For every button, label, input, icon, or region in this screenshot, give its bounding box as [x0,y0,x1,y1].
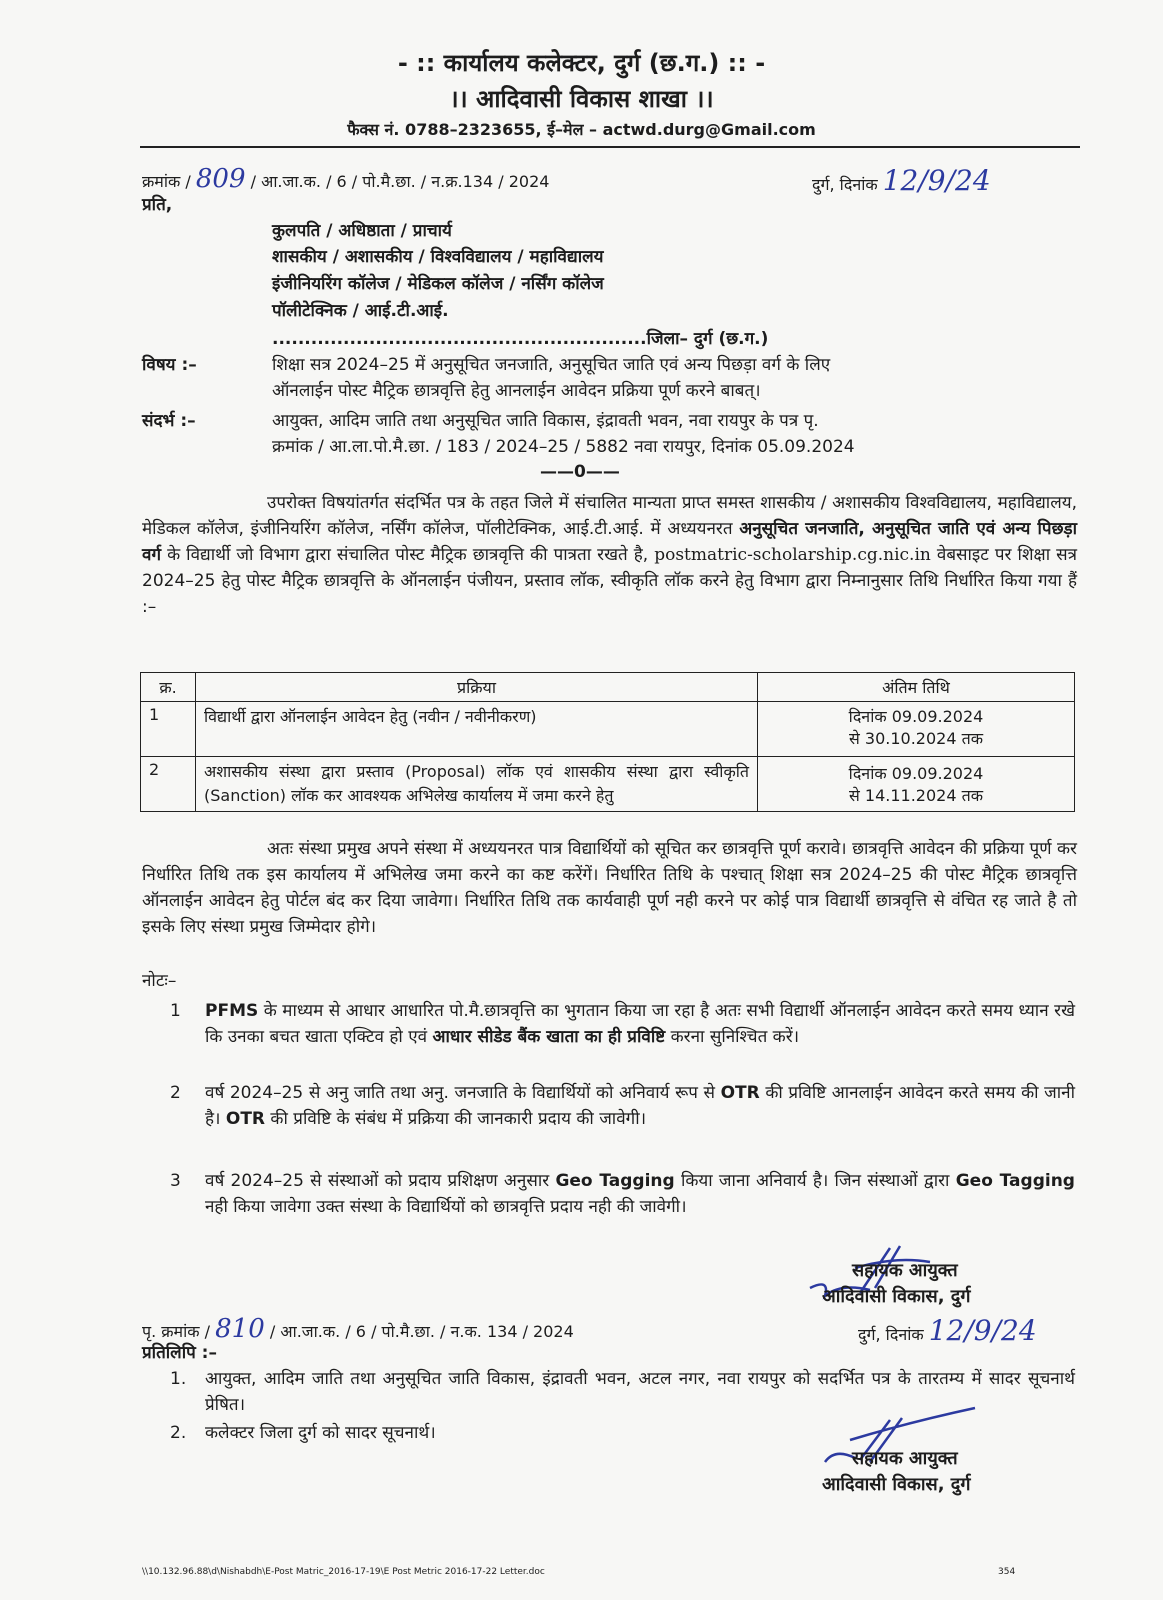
column-header: अंतिम तिथि [758,673,1075,702]
table-cell: अशासकीय संस्था द्वारा प्रस्ताव (Proposal) लॉक एवं शासकीय संस्था द्वारा स्वीकृति (Sanction) लॉक कर आवश्यक अभिलेख कार्यालय में जमा करने हेतु [196,757,758,812]
table-cell: 2 [141,757,196,812]
table-cell: दिनांक 09.09.2024 से 30.10.2024 तक [758,702,1075,757]
table-cell: 1 [141,702,196,757]
recipient-line: कुलपति / अधिष्ठाता / प्राचार्य [272,221,452,241]
subject-line: ऑनलाईन पोस्ट मैट्रिक छात्रवृत्ति हेतु आनलाईन आवेदन प्रक्रिया पूर्ण करने बाबत्। [272,381,761,401]
branch-heading: ।। आदिवासी विकास शाखा ।। [449,85,714,113]
body-paragraph-2: अतः संस्था प्रमुख अपने संस्था में अध्ययनरत पात्र विद्यार्थियों को सूचित कर छात्रवृत्ति पूर्ण करावे। छात्रवृत्ति आवेदन की प्रक्रिया पूर्ण कर निर्धारित तिथि तक इस कार्यालय में अभिलेख जमा करने का कष्ट करेंगें। निर्धारित तिथि के पश्चात् शिक्षा सत्र 2024–25 की पोस्ट मैट्रिक छात्रवृत्ति ऑनलाईन आवेदन हेतु पोर्टल बंद कर दिया जावेगा। निर्धारित तिथि तक कार्यवाही पूर्ण नही करने पर कोई पात्र विद्यार्थी छात्रवृत्ति से वंचित रह जाते है तो इसके लिए संस्था प्रमुख जिम्मेदार होगे। [142,839,1077,937]
reference-line: आयुक्त, आदिम जाति तथा अनुसूचित जाति विकास, इंद्रावती भवन, नवा रायपुर के पत्र पृ. [272,411,819,431]
copy-item-1: 1. आयुक्त, आदिम जाति तथा अनुसूचित जाति विकास, इंद्रावती भवन, अटल नगर, नवा रायपुर को सदर्भित पत्र के तारतम्य में सादर सूचनार्थ प्रेषित। [170,1369,1075,1415]
recipient-line: शासकीय / अशासकीय / विश्वविद्यालय / महाविद्यालय [272,247,604,267]
column-header: क्र. [141,673,196,702]
subject-line: शिक्षा सत्र 2024–25 में अनुसूचित जनजाति, अनुसूचित जाति एवं अन्य पिछड़ा वर्ग के लिए [272,355,831,375]
table-header-row [141,673,1075,702]
reference-line: क्रमांक / आ.ला.पो.मै.छा. / 183 / 2024–25 / 5882 नवा रायपुर, दिनांक 05.09.2024 [272,437,855,457]
recipient-line: पॉलीटेक्निक / आई.टी.आई. [272,301,449,321]
note-label: नोटः– [142,971,177,991]
table-cell: विद्यार्थी द्वारा ऑनलाईन आवेदन हेतु (नवीन / नवीनीकरण) [196,702,758,757]
separator: ——0—— [540,462,620,482]
column-header: प्रक्रिया [196,673,758,702]
letter-date: दुर्ग, दिनांक 12/9/24 [812,164,991,197]
header-rule [140,146,1080,148]
note-item-3: 3 वर्ष 2024–25 से संस्थाओं को प्रदाय प्रशिक्षण अनुसार Geo Tagging किया जाना अनिवार्य है। जिन संस्थाओं द्वारा Geo Tagging नही किया जावेगा उक्त संस्था के विद्यार्थियों को छात्रवृत्ति प्रदाय नही की जावेगी। [170,1171,1075,1217]
handwritten-date: 12/9/24 [928,1314,1037,1347]
schedule-table [140,672,1075,812]
copy-letter-number: पृ. क्रमांक / 810 / आ.जा.क. / 6 / पो.मै.छा. / न.क. 134 / 2024 [142,1314,574,1344]
signature-department: आदिवासी विकास, दुर्ग [822,1286,971,1307]
table-row [141,702,1075,757]
file-path-footer: \\10.132.96.88\d\Nishabdh\E-Post Matric_2016-17-19\E Post Metric 2016-17-22 Letter.doc [142,1567,545,1577]
signature-title: सहायक आयुक्त [852,1448,958,1469]
subject-label: विषय :– [142,355,197,375]
reference-label: संदर्भ :– [142,411,196,431]
note-item-2: 2 वर्ष 2024–25 से अनु जाति तथा अनु. जनजाति के विद्यार्थियों को अनिवार्य रूप से OTR की प्रविष्टि आनलाईन आवेदन करते समय की जानी है। OTR की प्रविष्टि के संबंध में प्रक्रिया की जानकारी प्रदाय की जावेगी। [170,1083,1076,1129]
table-row [141,757,1075,812]
body-paragraph-1: उपरोक्त विषयांतर्गत संदर्भित पत्र के तहत जिले में संचालित मान्यता प्राप्त समस्त शासकीय / अशासकीय विश्वविद्यालय, महाविद्यालय, मेडिकल कॉलेज, इंजीनियरिंग कॉलेज, नर्सिंग कॉलेज, पॉलीटेक्निक, आई.टी.आई. में अध्ययनरत अनुसूचित जनजाति, अनुसूचित जाति एवं अन्य पिछड़ा वर्ग के विद्यार्थी जो विभाग द्वारा संचालित पोस्ट मैट्रिक छात्रवृत्ति की पात्रता रखते है, postmatric-scholarship.cg.nic.in वेबसाइट पर शिक्षा सत्र 2024–25 हेतु पोस्ट मैट्रिक छात्रवृत्ति के ऑनलाईन पंजीयन, प्रस्ताव लॉक, स्वीकृति लॉक करने हेतु विभाग द्वारा निम्नानुसार तिथि निर्धारित किया गया हैं :– [142,493,1078,617]
letter-number: क्रमांक / 809 / आ.जा.क. / 6 / पो.मै.छा. / न.क्र.134 / 2024 [142,164,550,194]
signature-department: आदिवासी विकास, दुर्ग [822,1474,971,1495]
note-item-1: 1 PFMS के माध्यम से आधार आधारित पो.मै.छात्रवृत्ति का भुगतान किया जा रहा है अतः सभी विद्यार्थी ऑनलाईन आवेदन करते समय ध्यान रखे कि उनका बचत खाता एक्टिव हो एवं आधार सीडेड बैंक खाता का ही प्रविष्टि करना सुनिश्चित करें। [170,1001,1075,1047]
signature-title: सहायक आयुक्त [852,1260,958,1281]
page-number: 354 [998,1567,1016,1577]
recipient-line: इंजीनियरिंग कॉलेज / मेडिकल कॉलेज / नर्सिंग कॉलेज [272,274,604,294]
contact-line: फैक्स नं. 0788–2323655, ई–मेल – actwd.durg@Gmail.com [347,120,816,139]
copy-label: प्रतिलिपि :– [142,1343,217,1363]
handwritten-number: 810 [215,1314,265,1344]
table-cell: दिनांक 09.09.2024 से 14.11.2024 तक [758,757,1075,812]
handwritten-number: 809 [195,164,246,194]
office-heading: - :: कार्यालय कलेक्टर, दुर्ग (छ.ग.) :: - [397,49,766,77]
copy-item-2: 2. कलेक्टर जिला दुर्ग को सादर सूचनार्थ। [170,1423,436,1443]
prati-label: प्रति, [142,195,173,215]
copy-letter-date: दुर्ग, दिनांक 12/9/24 [858,1314,1037,1347]
district-line: ..........................................................जिला– दुर्ग (छ.ग.) [272,329,769,349]
handwritten-date: 12/9/24 [882,164,991,197]
